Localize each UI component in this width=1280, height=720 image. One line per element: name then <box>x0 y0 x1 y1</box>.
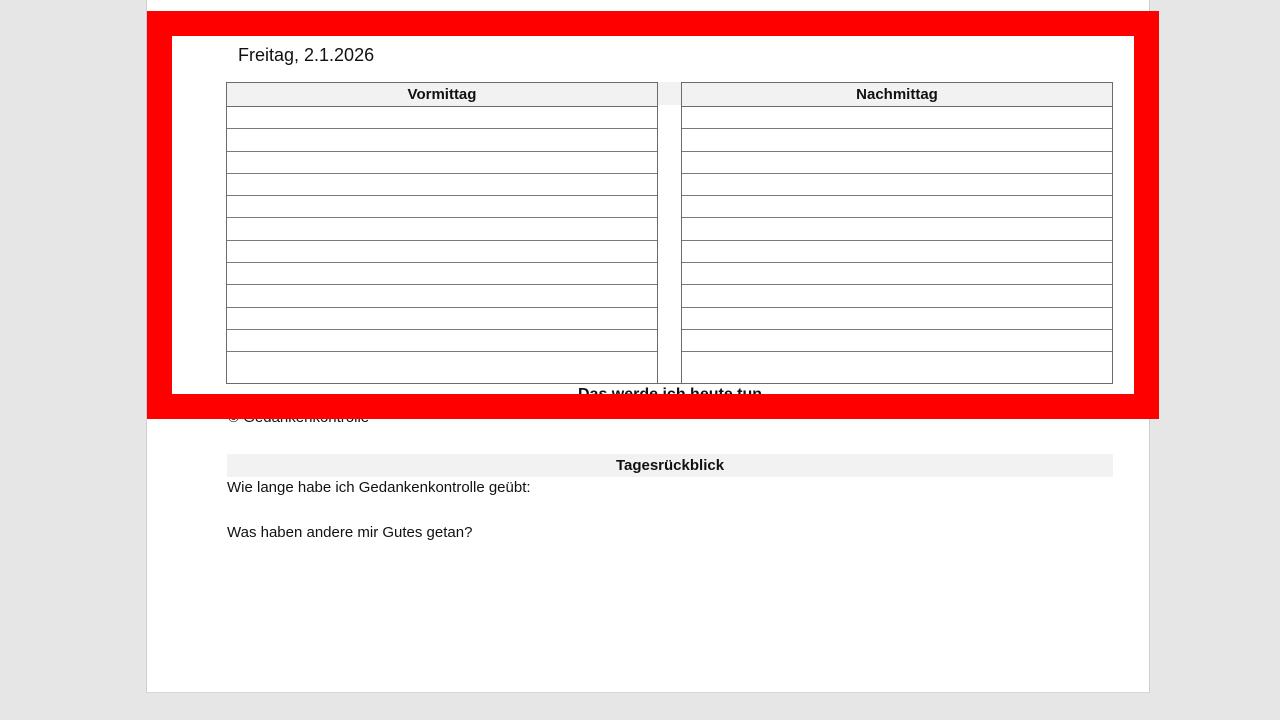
partially-hidden-heading: Das werde ich heute tun <box>578 386 763 403</box>
table-row[interactable] <box>682 152 1112 174</box>
date-heading: Freitag, 2.1.2026 <box>238 45 375 65</box>
table-row[interactable] <box>227 241 657 263</box>
morning-rows <box>227 107 657 375</box>
table-row[interactable] <box>227 352 657 374</box>
review-question-practice-time[interactable]: Wie lange habe ich Gedankenkontrolle geübt: <box>227 479 531 496</box>
table-row[interactable] <box>227 285 657 307</box>
table-row[interactable] <box>227 107 657 129</box>
table-row[interactable] <box>682 174 1112 196</box>
table-row[interactable] <box>682 285 1112 307</box>
table-row[interactable] <box>682 330 1112 352</box>
table-row[interactable] <box>227 152 657 174</box>
partially-hidden-line: © Gedankenkontrolle <box>228 409 370 426</box>
table-row[interactable] <box>227 263 657 285</box>
table-row[interactable] <box>682 196 1112 218</box>
morning-header: Vormittag <box>227 83 657 107</box>
morning-table <box>226 82 658 384</box>
table-spacer-column <box>658 82 681 384</box>
table-row[interactable] <box>682 129 1112 151</box>
table-row[interactable] <box>227 196 657 218</box>
afternoon-table <box>681 82 1113 384</box>
table-row[interactable] <box>227 330 657 352</box>
afternoon-header: Nachmittag <box>682 83 1112 107</box>
review-question-kindness[interactable]: Was haben andere mir Gutes getan? <box>227 524 473 541</box>
table-row[interactable] <box>682 107 1112 129</box>
table-row[interactable] <box>682 308 1112 330</box>
table-row[interactable] <box>227 218 657 240</box>
table-row[interactable] <box>682 218 1112 240</box>
table-row[interactable] <box>682 263 1112 285</box>
table-row[interactable] <box>227 129 657 151</box>
spacer-header <box>658 82 681 105</box>
table-row[interactable] <box>682 241 1112 263</box>
review-header: Tagesrückblick <box>227 454 1113 477</box>
table-row[interactable] <box>682 352 1112 374</box>
afternoon-rows <box>682 107 1112 375</box>
table-row[interactable] <box>227 174 657 196</box>
table-row[interactable] <box>227 308 657 330</box>
